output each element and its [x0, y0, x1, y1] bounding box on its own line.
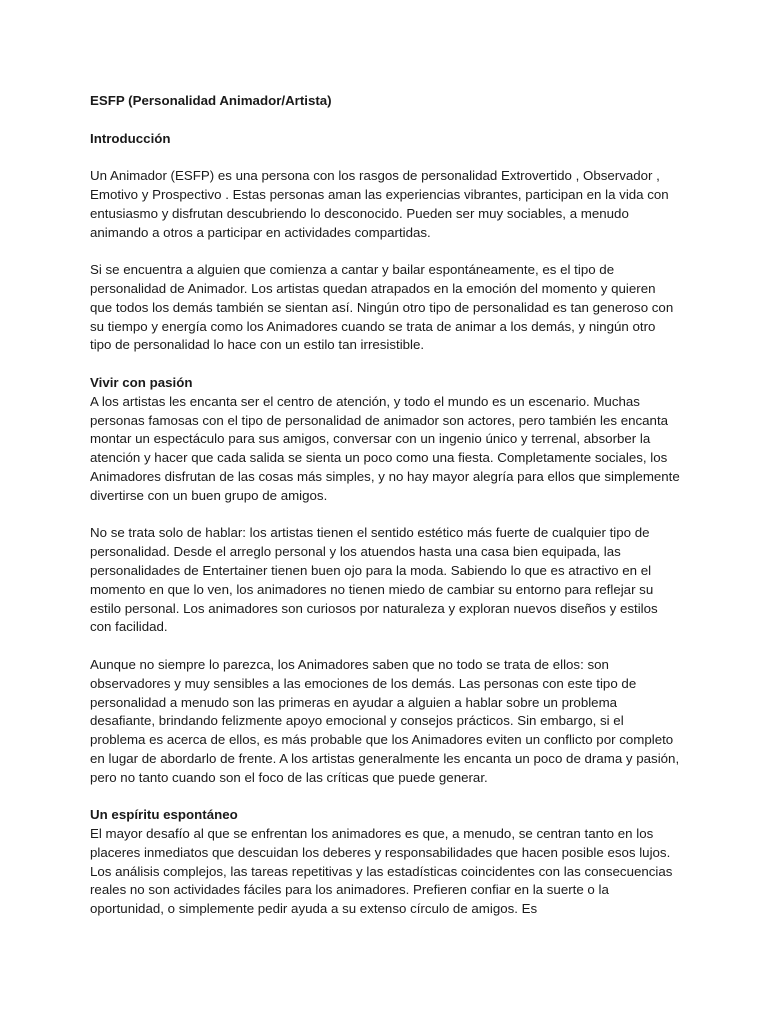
- section-heading-espiritu-espontaneo: Un espíritu espontáneo: [90, 807, 238, 823]
- document-title: ESFP (Personalidad Animador/Artista): [90, 93, 332, 108]
- section2-paragraph-1: El mayor desafío al que se enfrentan los animadores es que, a menudo, se centran tanto en los placeres inmediatos que descuidan los deberes y responsabilidades que hacen posible esos lujos. Los análisis complejos, las tareas repetitivas y las estadísticas coincidentes con las consecuencias reales no son actividades fáciles para los animadores. Prefieren confiar en la suerte o la oportunidad, o simplemente pedir ayuda a su extenso círculo de amigos. Es: [90, 826, 673, 917]
- section-heading-vivir-con-pasion: Vivir con pasión: [90, 374, 193, 390]
- section1-paragraph-1: A los artistas les encanta ser el centro de atención, y todo el mundo es un escenario. Muchas personas famosas con el tipo de personalidad de animador son actores, pero también les encanta montar un espectáculo para sus amigos, conversar con un ingenio único y terrenal, absorber la atención y hacer que cada salida se sienta un poco como una fiesta. Completamente sociales, los Animadores disfrutan de las cosas más simples, y no hay mayor alegría para ellos que simplemente divertirse con un buen grupo de amigos.: [90, 393, 680, 503]
- intro-heading: Introducción: [90, 130, 171, 146]
- section1-paragraph-3: Aunque no siempre lo parezca, los Animadores saben que no todo se trata de ellos: son observadores y muy sensibles a las emociones de los demás. Las personas con este tipo de personalidad a menudo son las primeras en ayudar a alguien a hablar sobre un problema desafiante, brindando felizmente apoyo emocional y consejos prácticos. Sin embargo, si el problema es acerca de ellos, es más probable que los Animadores eviten un conflicto por completo en lugar de abordarlo de frente. A los artistas generalmente les encanta un poco de drama y pasión, pero no tanto cuando son el foco de las críticas que puede generar.: [90, 656, 680, 785]
- intro-paragraph-1: Un Animador (ESFP) es una persona con los rasgos de personalidad Extrovertido , Observador , Emotivo y Prospectivo . Estas personas aman las experiencias vibrantes, participan en la vida con entusiasmo y disfrutan descubriendo lo desconocido. Pueden ser muy sociables, a menudo animando a otros a participar en actividades compartidas.: [90, 168, 669, 240]
- section1-paragraph-2: No se trata solo de hablar: los artistas tienen el sentido estético más fuerte de cualquier tipo de personalidad. Desde el arreglo personal y los atuendos hasta una casa bien equipada, las personalidades de Entertainer tienen buen ojo para la moda. Sabiendo lo que es atractivo en el momento en que lo ven, los animadores no tienen miedo de cambiar su entorno para reflejar su estilo personal. Los animadores son curiosos por naturaleza y exploran nuevos diseños y estilos con facilidad.: [90, 525, 658, 635]
- intro-paragraph-2: Si se encuentra a alguien que comienza a cantar y bailar espontáneamente, es el tipo de personalidad de Animador. Los artistas quedan atrapados en la emoción del momento y quieren que todos los demás también se sientan así. Ningún otro tipo de personalidad es tan generoso con su tiempo y energía como los Animadores cuando se trata de animar a los demás, y ningún otro tipo de personalidad lo hace con un estilo tan irresistible.: [90, 262, 674, 353]
- document-page: [90, 92, 680, 919]
